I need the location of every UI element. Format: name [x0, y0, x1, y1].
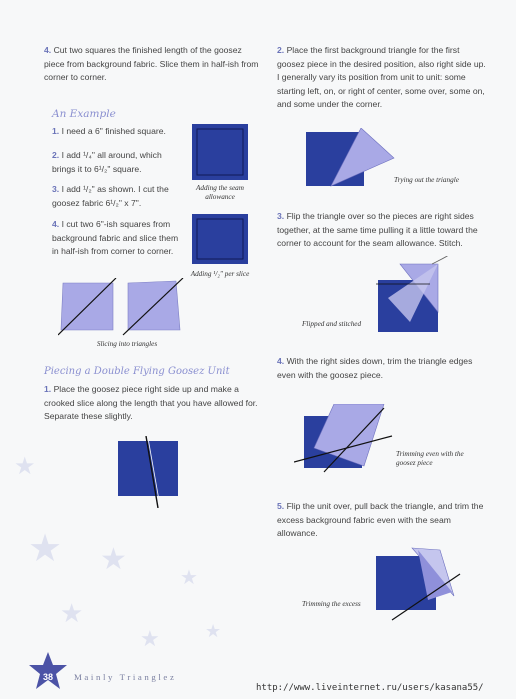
piecing-step-1 — [44, 383, 262, 424]
step-2-right — [277, 44, 489, 112]
crooked-slice-figure — [116, 436, 186, 508]
step-text: Flip the unit over, pull back the triangle, and trim the excess background fabric even with the seam allowance. — [277, 501, 484, 539]
star-icon: ★ — [100, 543, 127, 576]
star-icon: ★ — [14, 453, 36, 480]
star-icon: ★ — [140, 626, 160, 651]
star-icon: ★ — [28, 528, 63, 570]
caption-excess: Trimming the excess — [302, 600, 361, 608]
slicing-triangles-figure — [58, 278, 188, 336]
step-5-right — [277, 500, 489, 541]
step-text: I cut two 6"-ish squares from background fabric and slice them in half-ish from corner to corner. — [52, 219, 179, 257]
seam-allowance-figure — [192, 124, 248, 180]
star-icon: ★ — [60, 598, 84, 628]
step-text: Place the first background triangle for the first goosez piece in the desired position, also right side up. I generally vary its position from unit to unit: some starting left, on, or right of center, some over, some on, and some under the corner. — [277, 45, 486, 110]
step-text: With the right sides down, trim the triangle edges even with the goosez piece. — [277, 356, 473, 380]
step-text: Flip the triangle over so the pieces are right sides together, at the same time pulling it a little toward the corner to account for the seam allowance. Stitch. — [277, 211, 478, 249]
caption-slicing: Slicing into triangles — [96, 340, 158, 348]
step-number: 4. — [52, 219, 60, 229]
step-number: 2. — [277, 45, 285, 55]
trying-triangle-figure — [306, 128, 396, 190]
caption-half-inch: Adding ¹/₂" per slice — [190, 270, 250, 278]
caption-flipped: Flipped and stitched — [302, 320, 362, 328]
caption-trim-even: Trimming even with the goosez piece — [396, 450, 464, 467]
step-number: 2. — [52, 150, 60, 160]
example-step-3 — [52, 183, 187, 210]
example-step-4 — [52, 218, 187, 259]
step-number: 4. — [44, 45, 52, 55]
step-4-left — [44, 44, 262, 85]
step-text: I add ¹/₂" as shown. I cut the goosez fabric 6¹/₂" x 7". — [52, 184, 169, 208]
page-number-star-icon — [28, 652, 68, 690]
star-icon: ★ — [205, 621, 222, 641]
example-step-1 — [52, 125, 187, 139]
watermark-url: http://www.liveinternet.ru/users/kasana55/ — [256, 683, 484, 693]
example-heading: An Example — [52, 108, 116, 120]
step-number: 1. — [52, 126, 60, 136]
trimming-excess-figure — [372, 546, 464, 622]
step-number: 3. — [277, 211, 285, 221]
step-text: Cut two squares the finished length of the goosez piece from background fabric. Slice them in half-ish from corner to corner. — [44, 45, 259, 83]
half-inch-slice-figure — [192, 214, 248, 264]
caption-seam-allowance: Adding the seam allowance — [196, 184, 244, 201]
step-text: Place the goosez piece right side up and make a crooked slice along the length that you have allowed for. Separate these slightly. — [44, 384, 258, 422]
page-number: 38 — [42, 672, 53, 682]
example-step-2 — [52, 149, 187, 176]
trimming-even-figure — [294, 404, 394, 476]
step-number: 5. — [277, 501, 285, 511]
step-number: 1. — [44, 384, 52, 394]
book-title: Mainly Trianglez — [74, 672, 177, 682]
step-text: I add ¹/₄" all around, which brings it to 6¹/₂" square. — [52, 150, 162, 174]
step-text: I need a 6" finished square. — [61, 126, 166, 136]
piecing-heading: Piecing a Double Flying Goosez Unit — [44, 366, 230, 377]
caption-trying: Trying out the triangle — [394, 176, 459, 184]
star-icon: ★ — [180, 567, 198, 589]
step-number: 4. — [277, 356, 285, 366]
step-4-right — [277, 355, 489, 382]
flipped-stitched-figure — [370, 256, 460, 336]
step-3-right — [277, 210, 489, 251]
step-number: 3. — [52, 184, 60, 194]
